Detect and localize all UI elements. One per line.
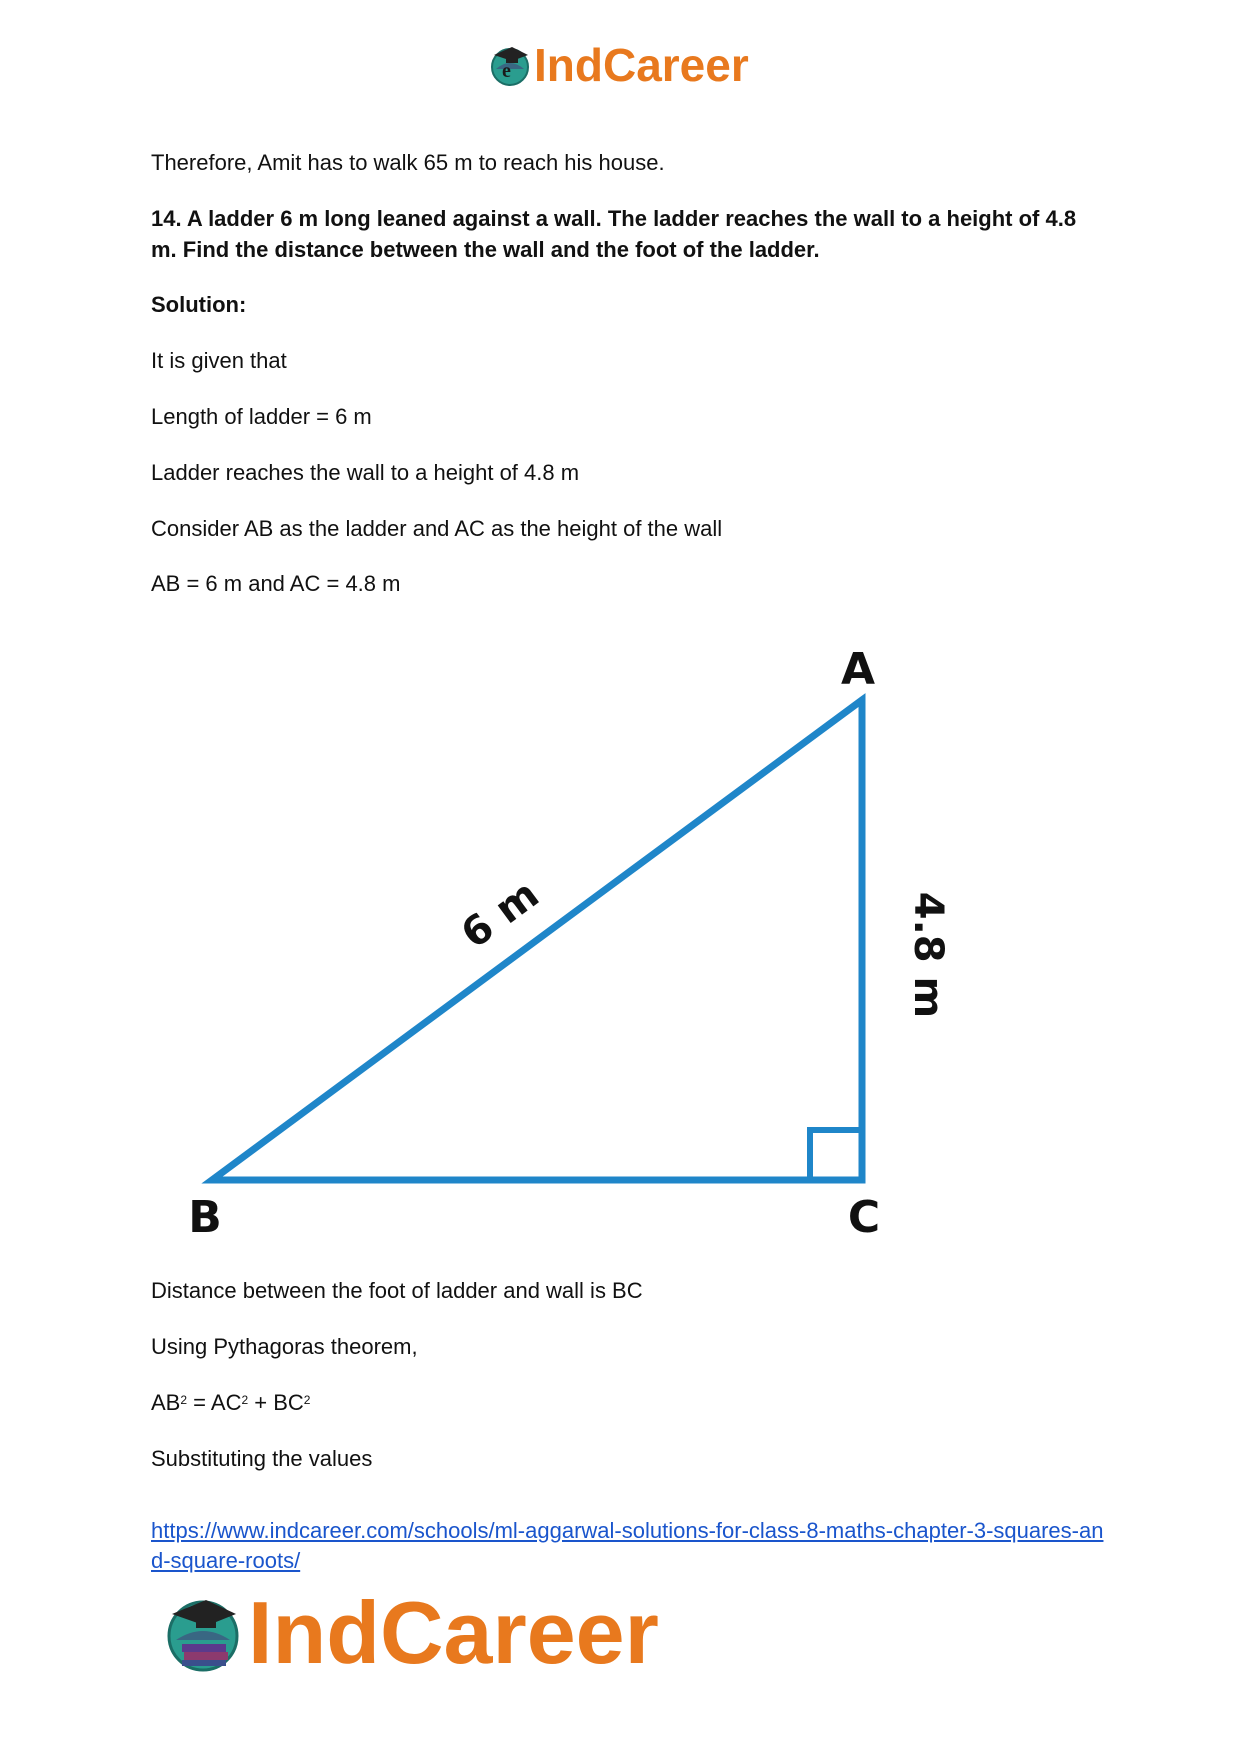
graduation-books-icon — [162, 1592, 244, 1674]
question-14: 14. A ladder 6 m long leaned against a wall. The ladder reaches the wall to a height of 4.8 m. Find the distance between the wall and the foot of the ladder. — [151, 206, 1077, 262]
svg-text:e: e — [502, 60, 511, 82]
pythagoras-statement: Using Pythagoras theorem, — [151, 1334, 418, 1359]
consider-statement: Consider AB as the ladder and AC as the height of the wall — [151, 516, 723, 541]
given-height: Ladder reaches the wall to a height of 4.8 m — [151, 460, 580, 485]
solution-heading: Solution: — [151, 292, 247, 317]
hypotenuse-label: 6 m — [453, 871, 548, 958]
given-ladder-length: Length of ladder = 6 m — [151, 404, 372, 429]
given-values: AB = 6 m and AC = 4.8 m — [151, 571, 401, 596]
brand-logo-bottom — [162, 1582, 659, 1684]
brand-logo-text: IndCareer — [534, 39, 749, 91]
formula-ac: = AC — [187, 1390, 242, 1415]
previous-conclusion: Therefore, Amit has to walk 65 m to reach his house. — [151, 150, 665, 175]
height-label: 4.8 m — [905, 891, 951, 1019]
vertex-c-label: C — [847, 1192, 881, 1243]
source-link[interactable]: https://www.indcareer.com/schools/ml-aggarwal-solutions-for-class-8-maths-chapter-3-squares-and-square-roots/ — [151, 1518, 1104, 1573]
vertex-a-label: A — [840, 644, 876, 695]
brand-logo-text-large: IndCareer — [248, 1583, 659, 1682]
formula-exp-2: 2 — [241, 1393, 249, 1407]
given-intro: It is given that — [151, 348, 287, 373]
vertex-b-label: B — [188, 1192, 222, 1243]
formula-ab: AB — [151, 1390, 181, 1415]
distance-statement: Distance between the foot of ladder and wall is BC — [151, 1278, 643, 1303]
formula-exp-1: 2 — [180, 1393, 188, 1407]
right-angle-marker — [810, 1130, 862, 1180]
pythagoras-formula — [151, 1387, 1101, 1418]
formula-exp-3: 2 — [303, 1393, 311, 1407]
triangle-abc — [212, 700, 862, 1180]
formula-bc: + BC — [248, 1390, 304, 1415]
substituting-statement: Substituting the values — [151, 1446, 373, 1471]
